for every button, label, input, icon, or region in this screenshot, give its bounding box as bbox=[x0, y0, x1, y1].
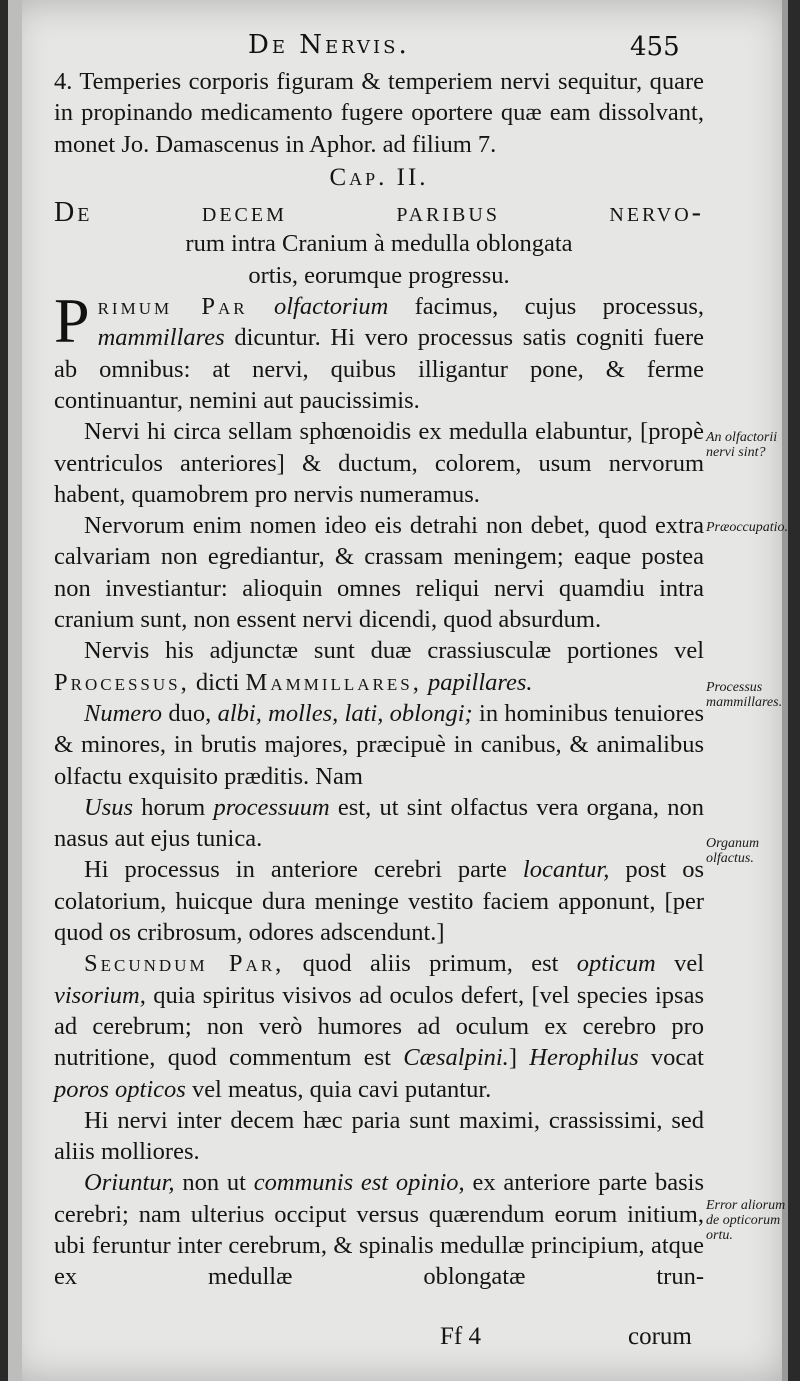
signature-mark: Ff 4 bbox=[440, 1323, 481, 1350]
paragraph-nervorum-enim: Nervorum enim nomen ideo eis detrahi non debet, quod extra calvariam non egrediantur, & crassam meningem; eaque postea non investiantur: alioquin omnes reliqui nervi quamdiu intra cranium sunt, non essent nervi dicendi, quod absurdum. bbox=[54, 512, 704, 634]
page-header bbox=[8, 30, 788, 70]
page-body bbox=[54, 66, 704, 1293]
margin-note-processus: Processus mammillares. bbox=[706, 680, 783, 710]
chapter-subtitle-line-1: rum intra Cranium à medulla oblongata bbox=[185, 230, 573, 258]
margin-note-praeoccupatio: Præoccupatio. bbox=[706, 520, 789, 535]
margin-note-error: Error aliorum de opticorum ortu. bbox=[706, 1198, 786, 1243]
paragraph-hi-nervi: Hi nervi inter decem hæc paria sunt maximi, crassissimi, sed aliis molliores. bbox=[54, 1106, 704, 1166]
margin-note-olfactorii: An olfactorii nervi sint? bbox=[706, 430, 778, 460]
chapter-title: De decem paribus nervo- bbox=[54, 197, 704, 229]
drop-cap: P bbox=[54, 285, 90, 357]
paragraph-hi-processus: Hi processus in anteriore cerebri parte locantur, post os colatorium, huicque dura meninge vestito faciem apponunt, [per quod os cribrosum, odores adscendunt.] bbox=[54, 856, 704, 947]
paragraph-numero: Numero duo, albi, molles, lati, oblongi; in hominibus tenuiores & minores, in brutis majores, præcipuè in canibus, & animalibus olfactu exquisito præditis. Nam bbox=[54, 699, 704, 790]
paragraph-secundum-par: Secundum Par, quod aliis primum, est opticum vel visorium, quia spiritus visivos ad oculos defert, [vel species ipsas ad cerebrum; non verò humores ad oculum ex cerebro pro nutritione, quod commentum est Cæsalpini.] Herophilus vocat poros opticos vel meatus, quia cavi putantur. bbox=[54, 950, 704, 1103]
page-number: 455 bbox=[630, 32, 680, 62]
chapter-label: Cap. II. bbox=[329, 163, 429, 191]
paragraph-oriuntur: Oriuntur, non ut communis est opinio, ex anteriore parte basis cerebri; nam ulterius occiput versus quærendum eorum initium, ubi feruntur inter cerebrum, & spinalis medullæ principium, atque ex medullæ oblongatæ trun- bbox=[54, 1169, 704, 1291]
book-page bbox=[8, 0, 788, 1381]
chapter-subtitle-line-2: ortis, eorumque progressu. bbox=[248, 261, 510, 289]
margin-note-organum: Organum olfactus. bbox=[706, 836, 760, 866]
running-head: De Nervis. bbox=[248, 30, 410, 60]
paragraph-nervis-his: Nervis his adjunctæ sunt duæ crassiusculæ portiones vel Processus, dicti Mammillares, papillares. bbox=[54, 637, 704, 696]
paragraph-nervi-hi: Nervi hi circa sellam sphœnoidis ex medulla elabuntur, [propè ventriculos anteriores] & ductum, colorem, usum nervorum habent, quamobrem pro nervis numeramus. bbox=[54, 418, 704, 508]
catchword: corum bbox=[628, 1323, 692, 1350]
paragraph-usus: Usus horum processuum est, ut sint olfactus vera organa, non nasus aut ejus tunica. bbox=[54, 793, 705, 853]
page-gutter-shadow bbox=[8, 0, 22, 1381]
item-4-paragraph: 4. Temperies corporis figuram & temperiem nervi sequitur, quare in propinando medicamento fugere oportere quæ eam dissolvant, monet Jo. Damascenus in Aphor. ad filium 7. bbox=[54, 68, 704, 158]
paragraph-primum-par: Primum Par olfactorium facimus, cujus processus, mammillares dicuntur. Hi vero processus satis cogniti fuere ab omnibus: at nervi, quibus illigantur pone, & ferme continuantur, nemini aut paucissimis. bbox=[54, 285, 705, 414]
